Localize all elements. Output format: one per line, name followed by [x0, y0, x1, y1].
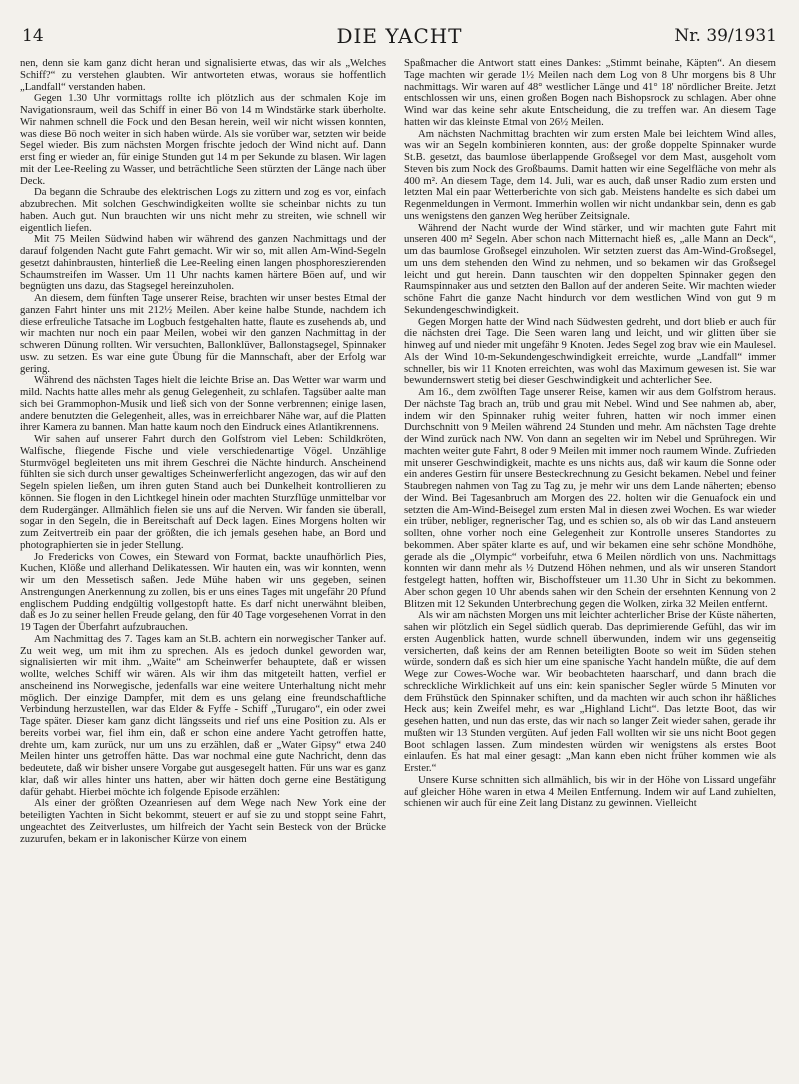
paragraph: Am Nachmittag des 7. Tages kam an St.B. achtern ein norwegischer Tanker auf. Zu weit weg, um mit ihm zu sprechen. Als es jedoch dunkel geworden war, signalisierten wir mit ihm. „Waite“ am Scheinwerfer behauptete, daß er wissen wollte, welches Schiff wir wären. Als wir ihm das mitgeteilt hatten, verfiel er anscheinend ins Norwegische, jedenfalls war eine weitere Unterhaltung nicht mehr möglich. Der einzige Dampfer, mit dem es uns gelang eine freundschaftliche Verbindung herzustellen, war das Elder & Fyffe - Schiff „Turugaro“, ein oder zwei Tage später. Dieser kam ganz dicht längsseits und rief uns eine Position zu. Als er bereits vorbei war, fiel ihm ein, daß er schon eine andere Yacht getroffen hatte, drehte um, kam zurück, nur um uns zu erzählen, daß er „Water Gipsy“ etwa 240 Meilen hinter uns getroffen hätte. Das war nochmal eine gute Nachricht, denn das bedeutete, daß wir bisher unsere Vorgabe gut ausgesegelt hatten. Für uns war es ganz klar, daß wir alles hinter uns hatten, aber wir hätten doch gerne eine Bestätigung dafür gehabt. Hierbei möchte ich folgende Episode erzählen: [20, 632, 386, 798]
page-header [22, 26, 777, 48]
paragraph: Spaßmacher die Antwort statt eines Dankes: „Stimmt beinahe, Käpten“. An diesem Tage machten wir gerade 1½ Meilen nach dem Log von 8 Uhr morgens bis 8 Uhr nachmittags. Wir waren auf 48° westlicher Länge und 41° 18' nördlicher Breite. Jetzt entschlossen wir uns, einen großen Bogen nach Bishopsrock zu schlagen. Aber ohne Wind war das keine sehr akute Entscheidung, die zu treffen war. An diesem Tage hatten wir das kleinste Etmal von 26½ Meilen. [404, 58, 776, 128]
left-column [20, 58, 386, 1070]
paragraph: Gegen Morgen hatte der Wind nach Südwesten gedreht, und dort blieb er auch für die nächsten drei Tage. Die Seen waren lang und leicht, und wir glitten über sie hinweg auf und nieder mit ungefähr 9 Knoten. Jedes Segel zog brav wie ein Maulesel. Als der Wind 10-m-Sekundengeschwindigkeit erreichte, wurde „Landfall“ immer schneller, bis wir 11 Knoten erreichten, was wohl das Maximum gewesen ist. Sie war bewundernswert stetig bei dieser Geschwindigkeit und achterlicher See. [404, 315, 776, 387]
paragraph: An diesem, dem fünften Tage unserer Reise, brachten wir unser bestes Etmal der ganzen Fahrt hinter uns mit 212½ Meilen. Aber keine halbe Stunde, nachdem ich diese erfreuliche Tatsache im Logbuch festgehalten hatte, flaute es zusehends ab, und wir machten nur noch ein paar Meilen, wobei wir den ganzen Nachmittag in der schweren Dünung rollten. Wir versuchten, Ballonklüver, Ballonstagsegel, Spinnaker usw. zu setzen. Es war eine gute Übung für die Mannschaft, aber der Erfolg war gering. [20, 292, 386, 375]
paragraph: Unsere Kurse schnitten sich allmählich, bis wir in der Höhe von Lissard ungefähr auf gleicher Höhe waren in etwa 4 Meilen Entfernung. Indem wir auf Land zuhielten, schienen wir auch für eine Zeit lang Distanz zu gewinnen. Vielleicht [404, 773, 776, 810]
issue-number: Nr. 39/1931 [674, 26, 777, 46]
paragraph: Jo Fredericks von Cowes, ein Steward von Format, backte unaufhörlich Pies, Kuchen, Klöße und allerhand Delikatessen. Wir hauten ein, was wir konnten, wenn wir um den Messetisch saßen. Jede Mühe haben wir uns gegeben, seinen Anstrengungen Anerkennung zu zollen, bis er uns eines Tages mit ungefähr 20 Pfund englischem Pudding endgültig vollgestopft hatte. Es darf nicht unerwähnt bleiben, daß es Jo zu seiner hellen Freude gelang, den für 40 Tage vorgesehenen Vorrat in den 19 Tagen der Überfahrt aufzubrauchen. [20, 550, 386, 633]
paragraph: Da begann die Schraube des elektrischen Logs zu zittern und zog es vor, einfach abzubrechen. Mit solchen Geschwindigkeiten wollte sie scheinbar nichts zu tun haben. Auch gut. Nun brauchten wir uns nicht mehr zu streiten, wie schnell wir eigentlich liefen. [20, 186, 386, 234]
paragraph: Mit 75 Meilen Südwind haben wir während des ganzen Nachmittags und der darauf folgenden Nacht gute Fahrt gemacht. Wir wir so, mit allen Am-Wind-Segeln gesetzt dahinbrausten, hinterließ die Lee-Reeling einen langen phosphoreszierenden Schaumstreifen im Wasser. Um 11 Uhr nachts kamen härtere Böen auf, und wir begnügten uns dazu, das Stagsegel hereinzuholen. [20, 233, 386, 293]
paragraph: Als wir am nächsten Morgen uns mit leichter achterlicher Brise der Küste näherten, sahen wir plötzlich ein Segel südlich querab. Das deprimierende Gefühl, das wir im ersten Augenblick hatten, wurde schnell überwunden, indem wir uns gegenseitig versicherten, daß keins der am Rennen beteiligten Boote so weit im Süden stehen würde, sondern daß es sich hier um eine spanische Yacht handeln müßte, die auf dem Wege zur Cowes-Woche war. Wir beobachteten haarscharf, und dann brach die schreckliche Wirklichkeit auf uns ein: kein spanischer Segler würde 5 Minuten vor dem Frühstück den Spinnaker schiften, und da machten wir auch schon ihr häßliches Heck aus; kein Zweifel mehr, es war „Highland Licht“. Das letzte Boot, das wir gesehen hatten, und nun das erste, das wir nach so langer Zeit wieder sahen, gerade ihr mußten wir 13 Stunden vergüten. Auf jeden Fall wollten wir sie uns nicht Boot gegen Boot schlagen lassen. Zum mindesten würden wir wenigstens als erstes Boot einlaufen. Es hat mal einer gesagt: „Man kann eben nicht früher kommen wie als Erster.“ [404, 609, 776, 774]
paragraph: Am nächsten Nachmittag brachten wir zum ersten Male bei leichtem Wind alles, was wir an Segeln kombinieren konnten, aus: der große doppelte Spinnaker wurde St.B. gesetzt, das baumlose überlappende Großsegel vor dem Mast, ausgeholt vom Steven bis zum Nock des Großbaums. Damit hatten wir eine Segelfläche von mehr als 400 m². An diesem Tage, dem 14. Juli, war es auch, daß unser Radio zum ersten und letzten Mal ein paar Wetterberichte von sich gab. Meistens handelte es sich dabei um Regenmeldungen in Vermont. Immerhin wollen wir nicht undankbar sein, denn es gab uns wenigstens den ganzen Weg herüber Zeitsignale. [404, 127, 776, 222]
paragraph: Am 16., dem zwölften Tage unserer Reise, kamen wir aus dem Golfstrom heraus. Der nächste Tag brach an, trüb und grau mit Nebel. Wind und See nahmen ab, aber, indem wir den Spinnaker ruhig weiter fuhren, hatten wir noch immer einen Durchschnitt von 9 Meilen während 24 Stunden und mehr. Am nächsten Tage drehte der Wind zurück nach NW. Von dann an segelten wir im Nebel und Sprühregen. Wir machten weiter gute Fahrt, 8 oder 9 Meilen mit immer noch raumem Winde. Zufrieden mit unserer Geschwindigkeit, machte es uns nichts aus, daß wir kaum die Sonne oder ein anderes Gestirn für unsere Besteckrechnung zu Gesicht bekamen. Nebel und feiner Staubregen nahmen von Tag zu Tag zu, je mehr wir uns dem Lande näherten; ebenso der Wind. Bei Tagesanbruch am Morgen des 22. holten wir die Genuafock ein und setzten die Am-Wind-Beisegel zum ersten Mal in diesen zwei Wochen. Es war wieder ein trüber, nebliger, regnerischer Tag, und es schien so, als ob wir das Land ansteuern sollten, ohne vorher noch eine Gelegenheit zur Kontrolle unseres Standortes zu bekommen. Aber später klarte es auf, und wir bekamen eine sehr schöne Mondhöhe, gerade als die „Olympic“ vorbeifuhr, etwa 6 Meilen nördlich von uns. Nachmittags konnten wir dann mehr als ½ Dutzend Höhen nehmen, und als wir unseren Standort festgelegt hatten, hofften wir, Bischoffsteuer um 11.30 Uhr in Sicht zu bekommen. Aber schon gegen 10 Uhr abends sahen wir den Schein der ersehnten Kennung von 2 Blitzen mit 12 Sekunden Unterbrechung gegen die Wolken, zirka 32 Meilen entfernt. [404, 386, 776, 610]
paragraph: Während des nächsten Tages hielt die leichte Brise an. Das Wetter war warm und mild. Nachts hatte alles mehr als genug Gelegenheit, zu schlafen. Tagsüber aalte man sich bei Grammophon-Musik und ließ sich von der Sonne verbrennen; einige lasen, andere benutzten die Gelegenheit, alles, was in erreichbarer Nähe war, auf die Platten ihrer Kamera zu bannen. Man hatte kaum noch den Eindruck eines Atlantikrennens. [20, 374, 386, 434]
paragraph: Wir sahen auf unserer Fahrt durch den Golfstrom viel Leben: Schildkröten, Walfische, fliegende Fische und viele verschiedenartige Vögel. Unzählige Sturmvögel begleiteten uns mit ihrem Geschrei die Nächte hindurch. Anscheinend fühlten sie sich durch unser gewaltiges Scheinwerferlicht angezogen, das wir auf den Segeln spielen ließen, um ihren guten Stand auch bei Dunkelheit kontrollieren zu können. Sie flogen in den Lichtkegel hinein oder machten Sturzflüge unmittelbar vor dem Rudergänger. Allmählich fielen sie uns auf die Nerven. Wir fanden sie überall, sogar in den Segeln, die in Bereitschaft auf Deck lagen. Eines Morgens holten wir zum Zeitvertreib ein paar der größten, die ich jemals gesehen habe, an Bord und photographierten sie in jeder Stellung. [20, 433, 386, 551]
paragraph: Als einer der größten Ozeanriesen auf dem Wege nach New York eine der beteiligten Yachten in Sicht bekommt, steuert er auf sie zu und stoppt seine Fahrt, ungeachtet des Zeitverlustes, um hilfreich der Yacht sein Besteck von der Brücke zuzurufen, bekam er in lakonischer Kürze von einem [20, 797, 386, 845]
paragraph: Gegen 1.30 Uhr vormittags rollte ich plötzlich aus der schmalen Koje im Navigationsraum, weil das Schiff in einer Bö von 14 m Windstärke stark überholte. Wir nahmen schnell die Fock und den Besan herein, weil wir nicht wissen konnten, was diese Bö noch weiter in sich haben würde. Als sie vorüber war, setzten wir beide Segel wieder. Bis zum nächsten Morgen frischte jedoch der Wind nicht auf. Dann erst fing er wieder an, für einige Stunden gut 14 m per Sekunde zu blasen. Wir lagen mit der Lee-Reeling zu Wasser, und beträchtliche Seen stürzten der Länge nach über Deck. [20, 92, 386, 187]
right-column [404, 58, 776, 1070]
paragraph: Während der Nacht wurde der Wind stärker, und wir machten gute Fahrt mit unseren 400 m² Segeln. Aber schon nach Mitternacht hieß es, „alle Mann an Deck“, um das baumlose Großsegel einzuholen. Wir setzten zuerst das Am-Wind-Großsegel, um uns dem stehenden den Wind zu nehmen, und so bekamen wir das Großsegel leicht und gut herein. Dann tauschten wir den doppelten Spinnaker gegen den Raumspinnaker aus und setzten den Ballon auf der anderen Seite. Wir machten wieder schöne Fahrt die ganze Nacht hindurch vor dem westlichen Wind von gut 9 m Sekundengeschwindigkeit. [404, 221, 776, 316]
paragraph: nen, denn sie kam ganz dicht heran und signalisierte etwas, das wir als „Welches Schiff?“ zu verstehen glaubten. Wir antworteten etwas, woraus sie hoffentlich „Landfall“ verstanden haben. [20, 58, 386, 93]
magazine-title: DIE YACHT [336, 24, 463, 48]
page-number: 14 [22, 26, 44, 46]
